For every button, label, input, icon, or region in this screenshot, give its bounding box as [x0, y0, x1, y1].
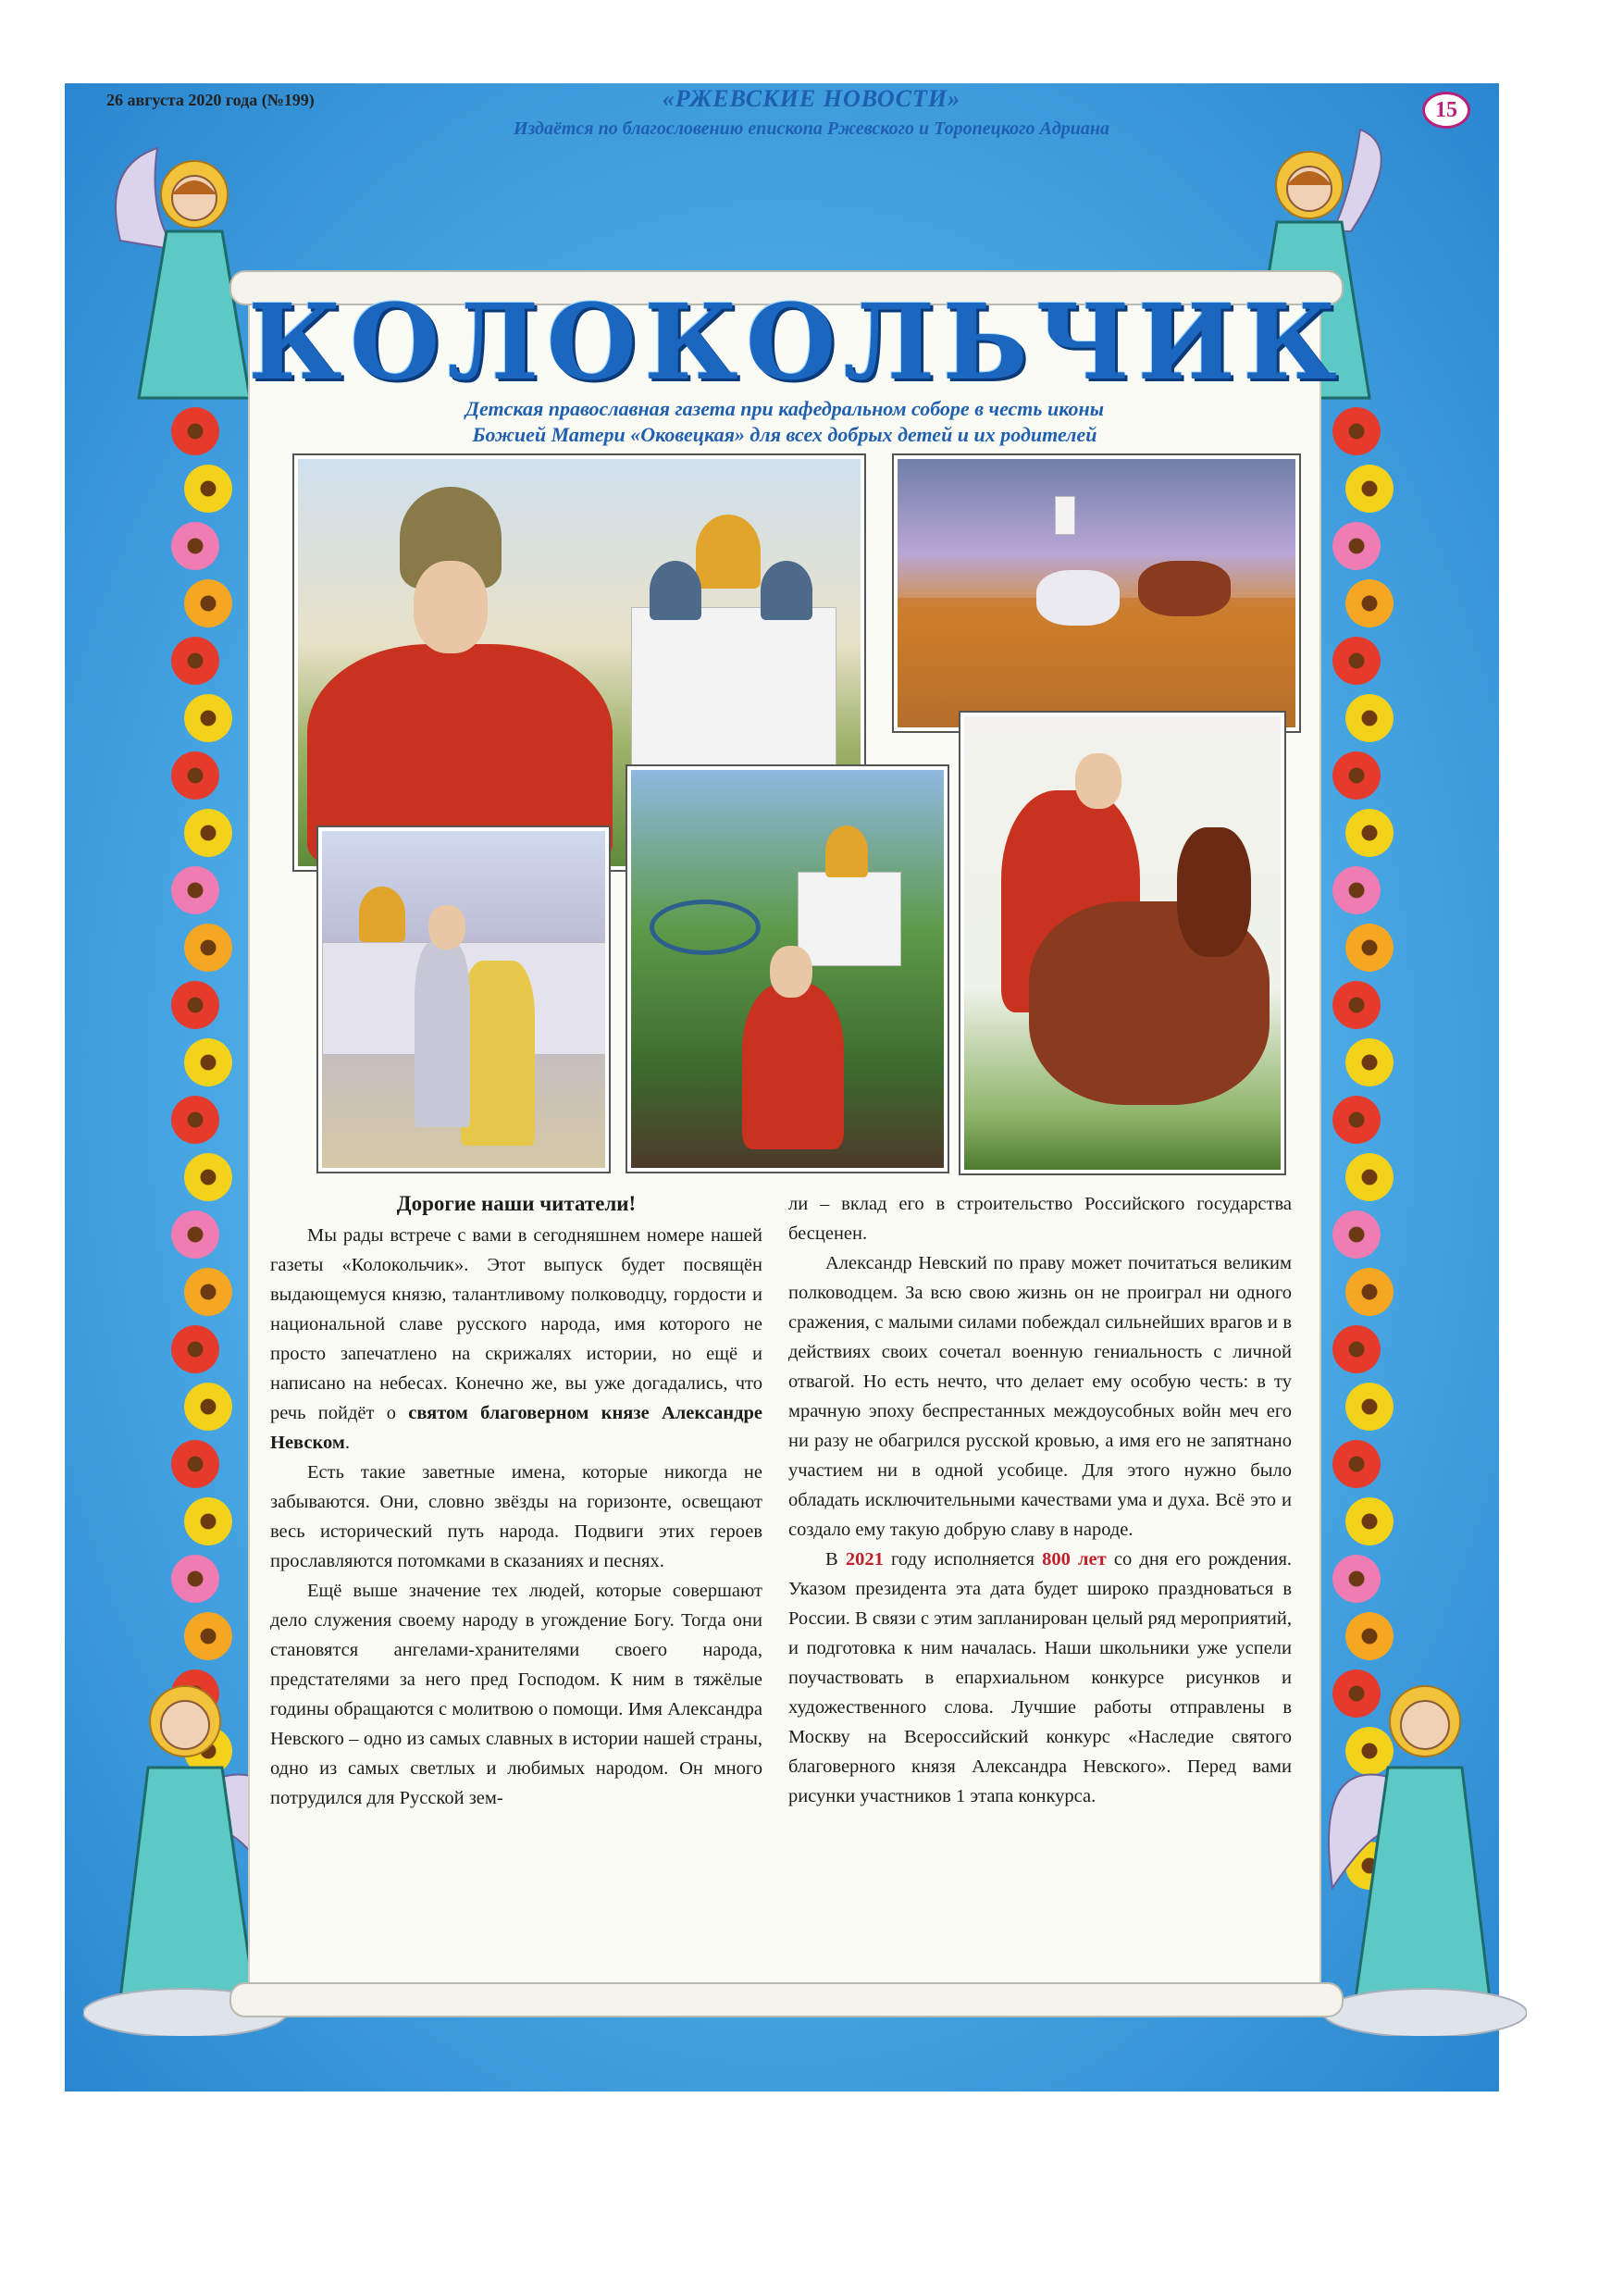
intro-text: Мы рады встрече с вами в сегодняшнем номере нашей газеты «Колокольчик». Этот выпуск будет посвящён выдающемуся князю, талантливому полководцу, гордости и национальной славе русского народа, имя которого не просто запечатлено на скрижалях истории, но ещё и написано на небесах. Конечно же, вы уже догадались, что речь пойдёт о	[270, 1225, 762, 1423]
flower-icon	[1332, 1096, 1381, 1144]
drawing-riders-on-horses	[894, 455, 1299, 731]
anniv-years: 800 лет	[1042, 1549, 1107, 1570]
flower-icon	[1345, 694, 1394, 742]
paragraph-names: Есть такие заветные имена, которые никогда не забываются. Они, словно звёзды на горизонте, освещают весь исторический путь народа. Подвиги этих героев прославляются потомками в сказаниях и песнях.	[270, 1462, 762, 1571]
paragraph-service: Ещё выше значение тех людей, которые совершают дело служения своему народу в угождение Богу. Тогда они становятся ангелами-хранителями своего народа, предстателями за него пред Господом. К ним в тяжёлые годины обращаются с молитвою о помощи. Имя Александра Невского – одно из самых славных в истории нашей страны, одно из самых светлых и любимых народом. Он много потрудился для Русской зем-	[270, 1581, 762, 1808]
flower-icon	[171, 1555, 219, 1603]
flower-icon	[1332, 522, 1381, 570]
flower-icon	[171, 866, 219, 914]
flower-icon	[1345, 809, 1394, 857]
issue-date: 26 августа 2020 года (№199)	[106, 91, 315, 109]
flower-icon	[184, 694, 232, 742]
flower-icon	[1332, 866, 1381, 914]
article-column-2	[788, 1189, 1292, 1811]
flower-icon	[171, 751, 219, 800]
flower-icon	[1332, 1555, 1381, 1603]
flower-icon	[184, 579, 232, 627]
flower-icon	[171, 981, 219, 1029]
paragraph-commander: Александр Невский по праву может почитаться великим полководцем. За всю свою жизнь он не проиграл ни одного сражения, с малыми силами побеждал сильнейших врагов и в действиях своих сочетал военную гениальность с личной отвагой. Но есть нечто, что делает ему особую честь: в ту мрачную эпоху беспрестанных междоусобных войн меч его ни разу не обагрился русской кровью, а имя его не запятнано участием ни в одной усобице. Для этого нужно было обладать исключительными качествами ума и духа. Всё это и создало ему такую добрую славу в народе.	[788, 1253, 1292, 1540]
intro-bold-name: святом благоверном князе Александре Невском	[270, 1403, 762, 1453]
flower-icon	[184, 1038, 232, 1086]
masthead-subtitle	[248, 396, 1321, 448]
paragraph-intro	[270, 1221, 762, 1458]
flower-icon	[184, 1383, 232, 1431]
flower-icon	[1345, 465, 1394, 513]
drawing-knight-with-church	[627, 766, 948, 1172]
anniv-text-b: году исполняется	[883, 1549, 1043, 1570]
flower-icon	[1345, 1153, 1394, 1201]
flower-icon	[1345, 1038, 1394, 1086]
flower-icon	[1345, 579, 1394, 627]
article-heading: Дорогие наши читатели!	[396, 1192, 637, 1215]
flower-icon	[171, 1440, 219, 1488]
scroll-curl-bottom	[229, 1982, 1344, 2017]
flower-icon	[171, 637, 219, 685]
flower-icon	[184, 1268, 232, 1316]
flower-icon	[184, 809, 232, 857]
flower-icon	[1345, 1383, 1394, 1431]
blessing-line: Издаётся по благословению епископа Ржевского и Торопецкого Адриана	[513, 118, 1110, 139]
anniv-text-c: со дня его рождения. Указом президента эта дата будет широко праздноваться в России. В связи с этим запланирован целый ряд мероприятий, и подготовка к ним началась. Наши школьники уже успели поучаствовать в епархиальном конкурсе рисунков и художественного слова. Лучшие работы отправлены в Москву на Всероссийский конкурс «Наследие святого благоверного князя Александра Невского». Перед вами рисунки участников 1 этапа конкурса.	[788, 1549, 1292, 1806]
article-column-1	[270, 1189, 762, 1813]
drawing-prince-and-princess	[318, 827, 609, 1172]
flower-icon	[1332, 637, 1381, 685]
page-number: 15	[1422, 92, 1470, 129]
flower-icon	[184, 465, 232, 513]
intro-period: .	[344, 1433, 350, 1453]
flower-icon	[1332, 981, 1381, 1029]
paragraph-anniversary	[788, 1545, 1292, 1811]
flower-icon	[171, 522, 219, 570]
subtitle-line-1: Детская православная газета при кафедральном соборе в честь иконы	[465, 397, 1105, 420]
drawing-prince-on-horse	[960, 713, 1284, 1173]
flower-icon	[171, 1210, 219, 1259]
newspaper-name: «РЖЕВСКИЕ НОВОСТИ»	[662, 85, 961, 112]
flower-icon	[1332, 1325, 1381, 1373]
flower-icon	[1332, 407, 1381, 455]
anniv-year: 2021	[845, 1549, 884, 1570]
flower-icon	[171, 1096, 219, 1144]
flower-icon	[1332, 1210, 1381, 1259]
flower-icon	[171, 407, 219, 455]
flower-icon	[1332, 1440, 1381, 1488]
flower-icon	[171, 1325, 219, 1373]
subtitle-line-2: Божией Матери «Оковецкая» для всех добрых детей и их родителей	[472, 423, 1097, 446]
masthead-title: КОЛОКОЛЬЧИК	[248, 282, 1344, 403]
anniv-text-a: В	[825, 1549, 846, 1570]
flower-icon	[184, 1497, 232, 1545]
flower-icon	[184, 924, 232, 972]
flower-icon	[1345, 924, 1394, 972]
flower-icon	[1332, 751, 1381, 800]
angel-bottom-right-illustration	[1314, 1647, 1527, 2036]
flower-icon	[184, 1153, 232, 1201]
flower-icon	[1345, 1268, 1394, 1316]
flower-icon	[1345, 1497, 1394, 1545]
paragraph-continuation: ли – вклад его в строительство Российского государства бесценен.	[788, 1194, 1292, 1244]
